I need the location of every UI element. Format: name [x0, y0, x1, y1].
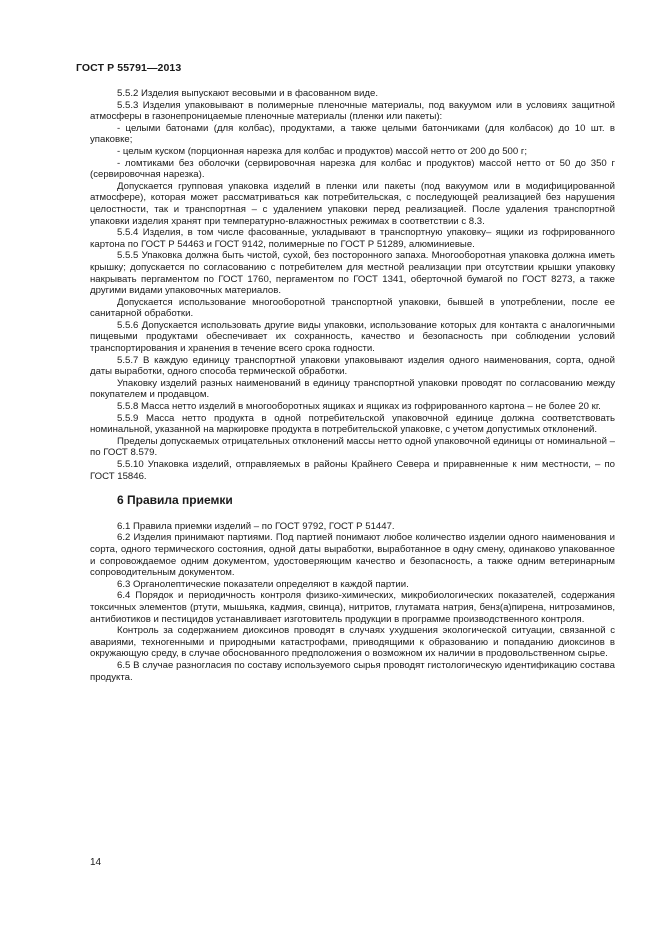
document-header: ГОСТ Р 55791—2013 — [76, 62, 182, 74]
paragraph-6-3: 6.3 Органолептические показатели определяют в каждой партии. — [117, 578, 409, 590]
paragraph-5-5-3: 5.5.3 Изделия упаковывают в полимерные пленочные материалы, под вакуумом или в условиях защитной атмосферы в газонепроницаемые пленочные материалы (пленки или пакеты): — [90, 99, 615, 123]
paragraph-6-2: 6.2 Изделия принимают партиями. Под партией понимают любое количество изделии одного наименования и сорта, одного термического состояния, одной даты выработки, выработанное в одну смену, одинаково упакованное и сопровождаемое одним документом, удостоверяющим качество и безопасность, а также одним ветеринарным сопроводительным документом. — [90, 532, 615, 579]
paragraph-group-packaging: Допускается групповая упаковка изделий в пленки или пакеты (под вакуумом или в модифицированной атмосфере), которая может рассматриваться как потребительская, с последующей реализацией без нарушения целостности, так и транспортная – с удалением упаковки перед реализацией. После удаления транспортной упаковки изделия хранят при температурно-влажностных режимах в соответствии с 8.3. — [90, 180, 615, 227]
paragraph-5-5-8: 5.5.8 Масса нетто изделий в многооборотных ящиках и ящиках из гофрированного картона – не более 20 кг. — [117, 401, 601, 413]
paragraph-reusable-packaging: Допускается использование многооборотной транспортной упаковки, бывшей в употреблении, после ее санитарной обработки. — [90, 296, 615, 320]
document-body — [90, 88, 615, 683]
paragraph-6-4: 6.4 Порядок и периодичность контроля физико-химических, микробиологических показателей, содержания токсичных элементов (ртути, мышьяка, кадмия, свинца), нитритов, глутамата натрия, бенз(а)пирена, нитрозаминов, антибиотиков и пестицидов устанавливает изготовитель продукции в программе производственного контроля. — [90, 590, 615, 625]
list-item-slices: - ломтиками без оболочки (сервировочная нарезка для колбас и продуктов) массой нетто от 50 до 350 г (сервировочная нарезка). — [90, 157, 615, 181]
paragraph-dioxin-control: Контроль за содержанием диоксинов проводят в случаях ухудшения экологической ситуации, связанной с авариями, техногенными и природными катастрофами, приводящими к образованию и попаданию диоксинов в окружающую среду, в случае обоснованного предположения о возможном их наличии в продовольственном сырье. — [90, 625, 615, 660]
paragraph-5-5-2: 5.5.2 Изделия выпускают весовыми и в фасованном виде. — [117, 88, 378, 99]
paragraph-5-5-5: 5.5.5 Упаковка должна быть чистой, сухой, без посторонного запаха. Многооборотная упаковка должна иметь крышку; допускается по согласованию с потребителем для местной реализации при отсутствии крышки упаковку накрывать пергаментом по ГОСТ 1760, пергаментом по ГОСТ 1341, оберточной бумагой по ГОСТ 8273, а также другими видами упаковочных материалов. — [90, 250, 615, 297]
list-item-whole-piece: - целым куском (порционная нарезка для колбас и продуктов) массой нетто от 200 до 500 г; — [117, 145, 528, 157]
page-number: 14 — [90, 857, 102, 868]
paragraph-5-5-10: 5.5.10 Упаковка изделий, отправляемых в районы Крайнего Севера и приравненные к ним местности, – по ГОСТ 15846. — [90, 459, 615, 482]
paragraph-5-5-7: 5.5.7 В каждую единицу транспортной упаковки упаковывают изделия одного наименования, сорта, одной даты выработки, одного способа термической обработки. — [90, 354, 615, 378]
paragraph-5-5-9: 5.5.9 Масса нетто продукта в одной потребительской упаковочной единице должна соответствовать номинальной, указанной на маркировке продукта в потребительской упаковке, с учетом допустимых отклонений. — [90, 412, 615, 436]
list-item-whole-batons: - целыми батонами (для колбас), продуктами, а также целыми батончиками (для колбасок) до 10 шт. в упаковке; — [90, 122, 615, 146]
section-title: 6 Правила приемки — [117, 493, 233, 508]
paragraph-5-5-4: 5.5.4 Изделия, в том числе фасованные, укладывают в транспортную упаковку– ящики из гофрированного картона по ГОСТ Р 54463 и ГОСТ 9142, полимерные по ГОСТ Р 51289, алюминиевые. — [90, 227, 615, 250]
paragraph-tolerance-limits: Пределы допускаемых отрицательных отклонений массы нетто одной упаковочной единицы от номинальной – по ГОСТ 8.579. — [90, 435, 615, 459]
paragraph-different-names: Упаковку изделий разных наименований в единицу транспортной упаковки проводят по согласованию между покупателем и продавцом. — [90, 377, 615, 401]
paragraph-6-1: 6.1 Правила приемки изделий – по ГОСТ 9792, ГОСТ Р 51447. — [117, 520, 395, 532]
paragraph-6-5: 6.5 В случае разногласия по составу используемого сырья проводят гистологическую идентификацию состава продукта. — [90, 659, 615, 683]
paragraph-5-5-6: 5.5.6 Допускается использовать другие виды упаковки, использование которых для контакта с аналогичными пищевыми продуктами обеспечивает их сохранность, качество и безопасность при соблюдении условий транспортирования и хранения в течение всего срока годности. — [90, 319, 615, 355]
